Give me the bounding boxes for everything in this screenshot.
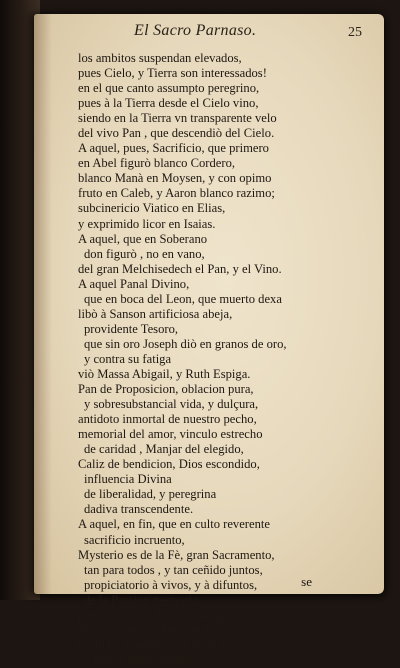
text-line: influencia Divina (84, 472, 172, 487)
text-line: prenda es feliz de la futura gloria. (78, 607, 248, 622)
text-line: fruto en Caleb, y Aaron blanco razimo; (78, 186, 275, 201)
text-line: Catolica Academia, le dedica; (78, 637, 229, 652)
text-line: propiciatorio à vivos, y à difuntos, (84, 577, 258, 592)
text-line: blanco Manà en Moysen, y con opimo (78, 171, 272, 186)
text-line: que sin oro Joseph diò en granos de oro, (84, 336, 287, 351)
text-line: sacrificio incruento, (84, 532, 185, 547)
text-line: y sobresubstancial vida, y dulçura, (84, 397, 259, 412)
poem-text (78, 51, 378, 668)
text-line: Mysterio es de la Fè, gran Sacramento, (78, 547, 275, 562)
running-title: El Sacro Parnaso. (134, 22, 257, 39)
text-line: antidoto inmortal de nuestro pecho, (78, 412, 257, 427)
text-line: A aquel, en fin, que en culto reverente (78, 517, 270, 532)
text-line: y exprimido licor en Isaias. (78, 216, 216, 231)
text-line: siendo en la Tierra vn transparente velo (78, 111, 277, 126)
text-line: en Abel figurò blanco Cordero, (78, 156, 236, 171)
text-line: Està de dones pobre , de ansias rica, (78, 622, 260, 637)
text-line: y contra su fatiga (84, 351, 172, 366)
page-number: 25 (348, 25, 362, 40)
text-line: del vivo Pan , que descendiò del Cielo. (78, 126, 275, 141)
text-line: del gran Melchisedech el Pan, y el Vino. (78, 261, 282, 276)
text-line: los ambitos suspendan elevados, (78, 51, 242, 65)
text-line: don figurò , no en vano, (84, 246, 205, 261)
text-line: pues Cielo, y Tierra son interessados! (78, 66, 267, 81)
text-line: que en boca del Leon, que muerto dexa (84, 291, 282, 306)
text-line: de liberalidad, y peregrina (84, 487, 217, 502)
text-line: tan para todos , y tan ceñido juntos, (84, 562, 263, 577)
text-line: y pues à tanto empleo (84, 652, 194, 667)
text-line: en el que canto assumpto peregrino, (78, 81, 260, 96)
text-line: de la Passion memoria, (84, 592, 201, 607)
text-line: Caliz de bendicion, Dios escondido, (78, 457, 260, 472)
text-line: viò Massa Abigail, y Ruth Espiga. (78, 366, 251, 381)
text-line: memorial del amor, vinculo estrecho (78, 427, 263, 442)
text-line: pues à la Tierra desde el Cielo vino, (78, 96, 259, 111)
text-line: dadiva transcendente. (84, 502, 194, 517)
catchword: se (301, 574, 312, 589)
page-header (34, 22, 384, 42)
text-line: A aquel, que en Soberano (78, 231, 208, 246)
book-page (34, 14, 384, 667)
text-line: A aquel Panal Divino, (78, 276, 190, 291)
text-line: libò à Sanson artificiosa abeja, (78, 306, 233, 321)
text-line: providente Tesoro, (84, 321, 179, 336)
text-line: subcinericio Viatico en Elias, (78, 201, 226, 216)
text-line: Pan de Proposicion, oblacion pura, (78, 382, 254, 397)
text-line: A aquel, pues, Sacrificio, que primero (78, 141, 269, 156)
text-line: de caridad , Manjar del elegido, (84, 442, 244, 457)
